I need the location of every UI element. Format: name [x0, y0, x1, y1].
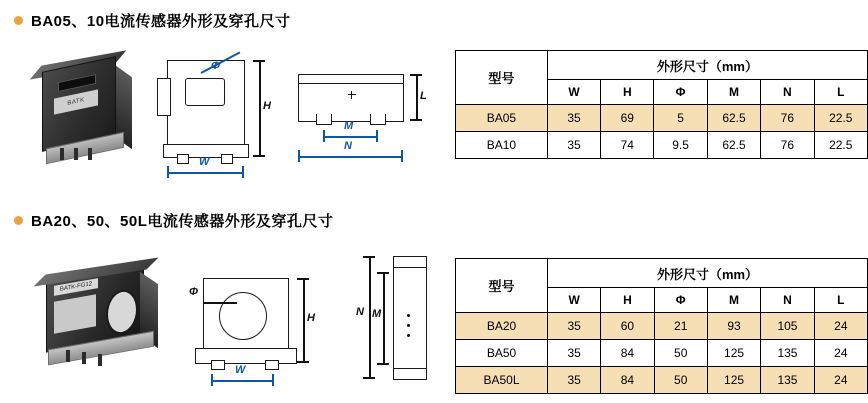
- header-col-w-1: W: [547, 80, 600, 105]
- cell-w: 35: [547, 132, 600, 159]
- cell-n: 76: [761, 132, 814, 159]
- photo-pin: [66, 350, 70, 362]
- cell-h: 60: [601, 313, 654, 340]
- cell-m: 125: [707, 340, 760, 367]
- header-col-l-1: L: [814, 80, 868, 105]
- header-dims-1: 外形尺寸（mm）: [547, 51, 867, 80]
- section-ba05-ba10: [0, 0, 868, 200]
- drawing-area-2: [0, 240, 450, 400]
- dim-label-l-1: L: [420, 90, 427, 102]
- header-col-n-1: N: [761, 80, 814, 105]
- cell-model: BA10: [456, 132, 548, 159]
- header-col-m-1: M: [707, 80, 760, 105]
- header-col-n-2: N: [761, 288, 814, 313]
- header-model-1: 型号: [456, 51, 548, 105]
- bullet-icon: [14, 16, 23, 25]
- dim-label-n-2: N: [356, 306, 364, 318]
- table-row: [456, 340, 868, 367]
- cell-m: 93: [707, 313, 760, 340]
- header-col-w-2: W: [548, 288, 601, 313]
- cell-n: 135: [761, 367, 814, 394]
- product-photo-ba20: [42, 266, 172, 366]
- cell-l: 24: [814, 340, 867, 367]
- cell-m: 62.5: [707, 132, 760, 159]
- cell-m: 62.5: [707, 105, 760, 132]
- cell-l: 22.5: [814, 132, 868, 159]
- dim-line-m-1: [323, 136, 377, 138]
- cell-h: 69: [601, 105, 654, 132]
- photo-pin: [88, 148, 92, 160]
- photo-pin: [60, 148, 64, 160]
- drawing-side-view-2: [355, 250, 465, 400]
- dim-label-n-1: N: [344, 140, 352, 152]
- cell-model: BA20: [456, 313, 548, 340]
- cell-h: 84: [601, 340, 654, 367]
- cell-n: 105: [761, 313, 814, 340]
- drawing-top-view-1: [290, 64, 440, 184]
- dim-label-w-1: W: [199, 156, 210, 168]
- cell-phi: 21: [654, 313, 707, 340]
- cell-w: 35: [548, 367, 601, 394]
- dim-line-n-2: [369, 256, 371, 378]
- section-title-1-text: BA05、10电流传感器外形及穿孔尺寸: [31, 13, 291, 30]
- dim-line-w-1: [167, 172, 243, 174]
- header-col-m-2: M: [707, 288, 760, 313]
- drawing-area-1: [0, 34, 450, 194]
- cell-l: 22.5: [814, 105, 868, 132]
- dim-label-m-1: M: [344, 120, 354, 132]
- table-row: [456, 132, 868, 159]
- header-col-h-1: H: [601, 80, 654, 105]
- section-title-2-text: BA20、50、50L电流传感器外形及穿孔尺寸: [31, 213, 334, 230]
- dim-label-m-2: M: [372, 308, 382, 320]
- dim-label-h-2: H: [307, 312, 315, 324]
- header-dims-2: 外形尺寸（mm）: [548, 259, 868, 288]
- cell-phi: 50: [654, 340, 707, 367]
- cell-model: BA50L: [456, 367, 548, 394]
- cell-h: 74: [601, 132, 654, 159]
- dim-label-w-2: W: [235, 364, 246, 376]
- phi-leader-line: [203, 302, 237, 304]
- dim-label-phi-2: Φ: [189, 286, 199, 298]
- dim-line-h-2: [303, 278, 305, 362]
- dim-label-phi-1: Φ: [211, 60, 221, 72]
- cell-phi: 9.5: [654, 132, 707, 159]
- spec-table-2: [455, 258, 868, 394]
- bullet-icon: [14, 216, 23, 225]
- photo-pin: [82, 352, 86, 364]
- cell-l: 24: [814, 313, 867, 340]
- spec-table-1-wrapper: [455, 50, 868, 159]
- dim-line-l-1: [416, 74, 418, 120]
- drawing-front-view-2: [185, 264, 335, 394]
- cell-n: 135: [761, 340, 814, 367]
- spec-table-1: [455, 50, 868, 159]
- table-row: [456, 313, 868, 340]
- cell-h: 84: [601, 367, 654, 394]
- cell-m: 125: [707, 367, 760, 394]
- dim-line-w-2: [211, 380, 273, 382]
- header-col-h-2: H: [601, 288, 654, 313]
- photo-pin: [74, 148, 78, 160]
- photo-label: BATK: [54, 89, 98, 114]
- cell-w: 35: [547, 105, 600, 132]
- section-title-2: [14, 210, 333, 231]
- header-col-phi-2: Φ: [654, 288, 707, 313]
- cell-w: 35: [548, 340, 601, 367]
- dim-label-h-1: H: [263, 100, 271, 112]
- header-col-phi-1: Φ: [654, 80, 707, 105]
- dim-line-n-1: [298, 156, 402, 158]
- cell-model: BA05: [456, 105, 548, 132]
- cell-n: 76: [761, 105, 814, 132]
- photo-pin: [98, 354, 102, 366]
- section-ba20-ba50: [0, 200, 868, 403]
- product-photo-ba05: [34, 56, 142, 156]
- header-model-2: 型号: [456, 259, 548, 313]
- table-row: [456, 105, 868, 132]
- header-col-l-2: L: [814, 288, 867, 313]
- cell-l: 24: [814, 367, 867, 394]
- table-header-row: [456, 259, 868, 288]
- cell-w: 35: [548, 313, 601, 340]
- table-header-row: [456, 51, 868, 80]
- table-row: [456, 367, 868, 394]
- cell-phi: 50: [654, 367, 707, 394]
- section-title-1: [14, 10, 291, 31]
- dim-line-m-2: [383, 272, 385, 364]
- cell-model: BA50: [456, 340, 548, 367]
- cell-phi: 5: [654, 105, 707, 132]
- spec-table-2-wrapper: [455, 258, 868, 394]
- drawing-front-view-1: [155, 50, 275, 180]
- photo-label: BATK-FG12: [54, 278, 98, 296]
- dim-line-h-1: [259, 60, 261, 156]
